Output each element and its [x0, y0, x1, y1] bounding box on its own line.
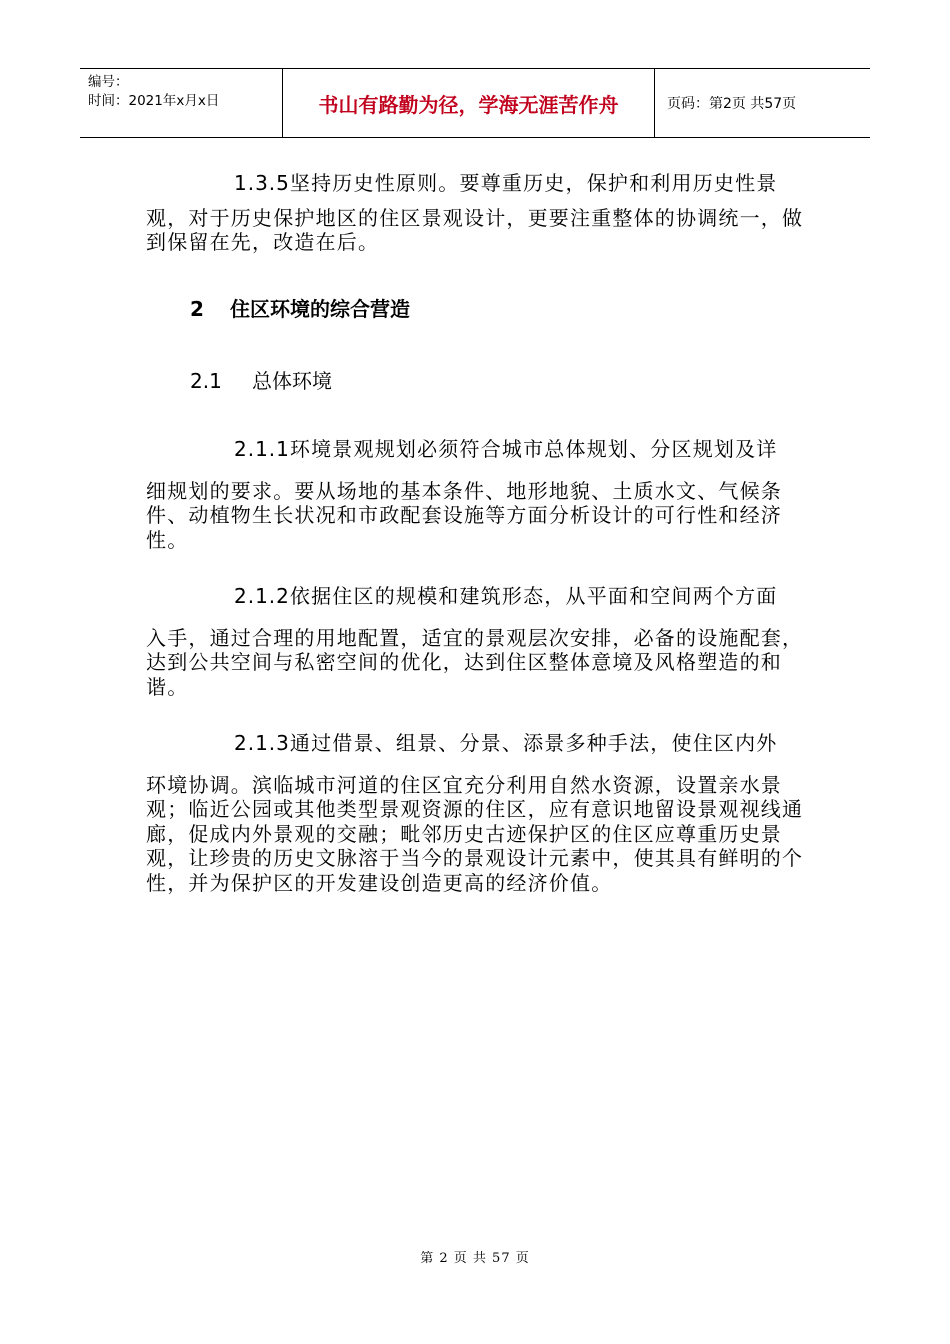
- section-heading-2-1: [190, 365, 332, 394]
- paragraph-text: 坚持历史性原则。要尊重历史，保护和利用历史性景: [289, 171, 778, 195]
- time-label: 时间：2021年x月x日: [88, 93, 220, 109]
- section-number: 2.1.2: [234, 584, 290, 608]
- paragraph-1-3-5: [146, 171, 816, 255]
- paragraph-first-line: [146, 171, 816, 196]
- paragraph-continuation: 入手，通过合理的用地配置，适宜的景观层次安排，必备的设施配套，达到公共空间与私密空间的优化，达到住区整体意境及风格塑造的和谐。: [146, 625, 804, 699]
- paragraph-text: 通过借景、组景、分景、添景多种手法，使住区内外: [289, 731, 778, 755]
- header-meta: [80, 69, 282, 137]
- serial-label: 编号：: [88, 74, 129, 90]
- header-motto: 书山有路勤为径，学海无涯苦作舟: [282, 69, 655, 137]
- section-number: 2.1.1: [234, 437, 290, 461]
- page-footer: 第 2 页 共 57 页: [420, 1251, 530, 1266]
- section-number: 2.1.3: [234, 731, 290, 755]
- section-title: 总体环境: [252, 369, 332, 393]
- paragraph-first-line: [146, 437, 816, 462]
- paragraph-text: 环境景观规划必须符合城市总体规划、分区规划及详: [289, 437, 778, 461]
- paragraph-first-line: [146, 731, 816, 756]
- paragraph-2-1-3: [146, 731, 816, 895]
- section-title: 住区环境的综合营造: [230, 297, 410, 321]
- paragraph-continuation: 观，对于历史保护地区的住区景观设计，更要注重整体的协调统一，做到保留在先，改造在后。: [146, 205, 804, 254]
- page-header: [80, 68, 870, 138]
- paragraph-first-line: [146, 584, 816, 609]
- paragraph-2-1-2: [146, 584, 816, 699]
- section-number: 1.3.5: [234, 171, 290, 195]
- section-heading-2: [190, 293, 410, 322]
- paragraph-continuation: 细规划的要求。要从场地的基本条件、地形地貌、土质水文、气候条件、动植物生长状况和市政配套设施等方面分析设计的可行性和经济性。: [146, 478, 782, 552]
- header-page-info: 页码：第2页 共57页: [667, 96, 797, 112]
- section-number: 2.1: [190, 369, 222, 393]
- paragraph-text: 依据住区的规模和建筑形态，从平面和空间两个方面: [289, 584, 778, 608]
- section-number: 2: [190, 297, 204, 321]
- paragraph-continuation: 环境协调。滨临城市河道的住区宜充分利用自然水资源，设置亲水景观；临近公园或其他类型景观资源的住区，应有意识地留设景观视线通廊，促成内外景观的交融；毗邻历史古迹保护区的住区应尊重历史景观，让珍贵的历史文脉溶于当今的景观设计元素中，使其具有鲜明的个性，并为保护区的开发建设创造更高的经济价值。: [146, 772, 804, 895]
- paragraph-2-1-1: [146, 437, 816, 552]
